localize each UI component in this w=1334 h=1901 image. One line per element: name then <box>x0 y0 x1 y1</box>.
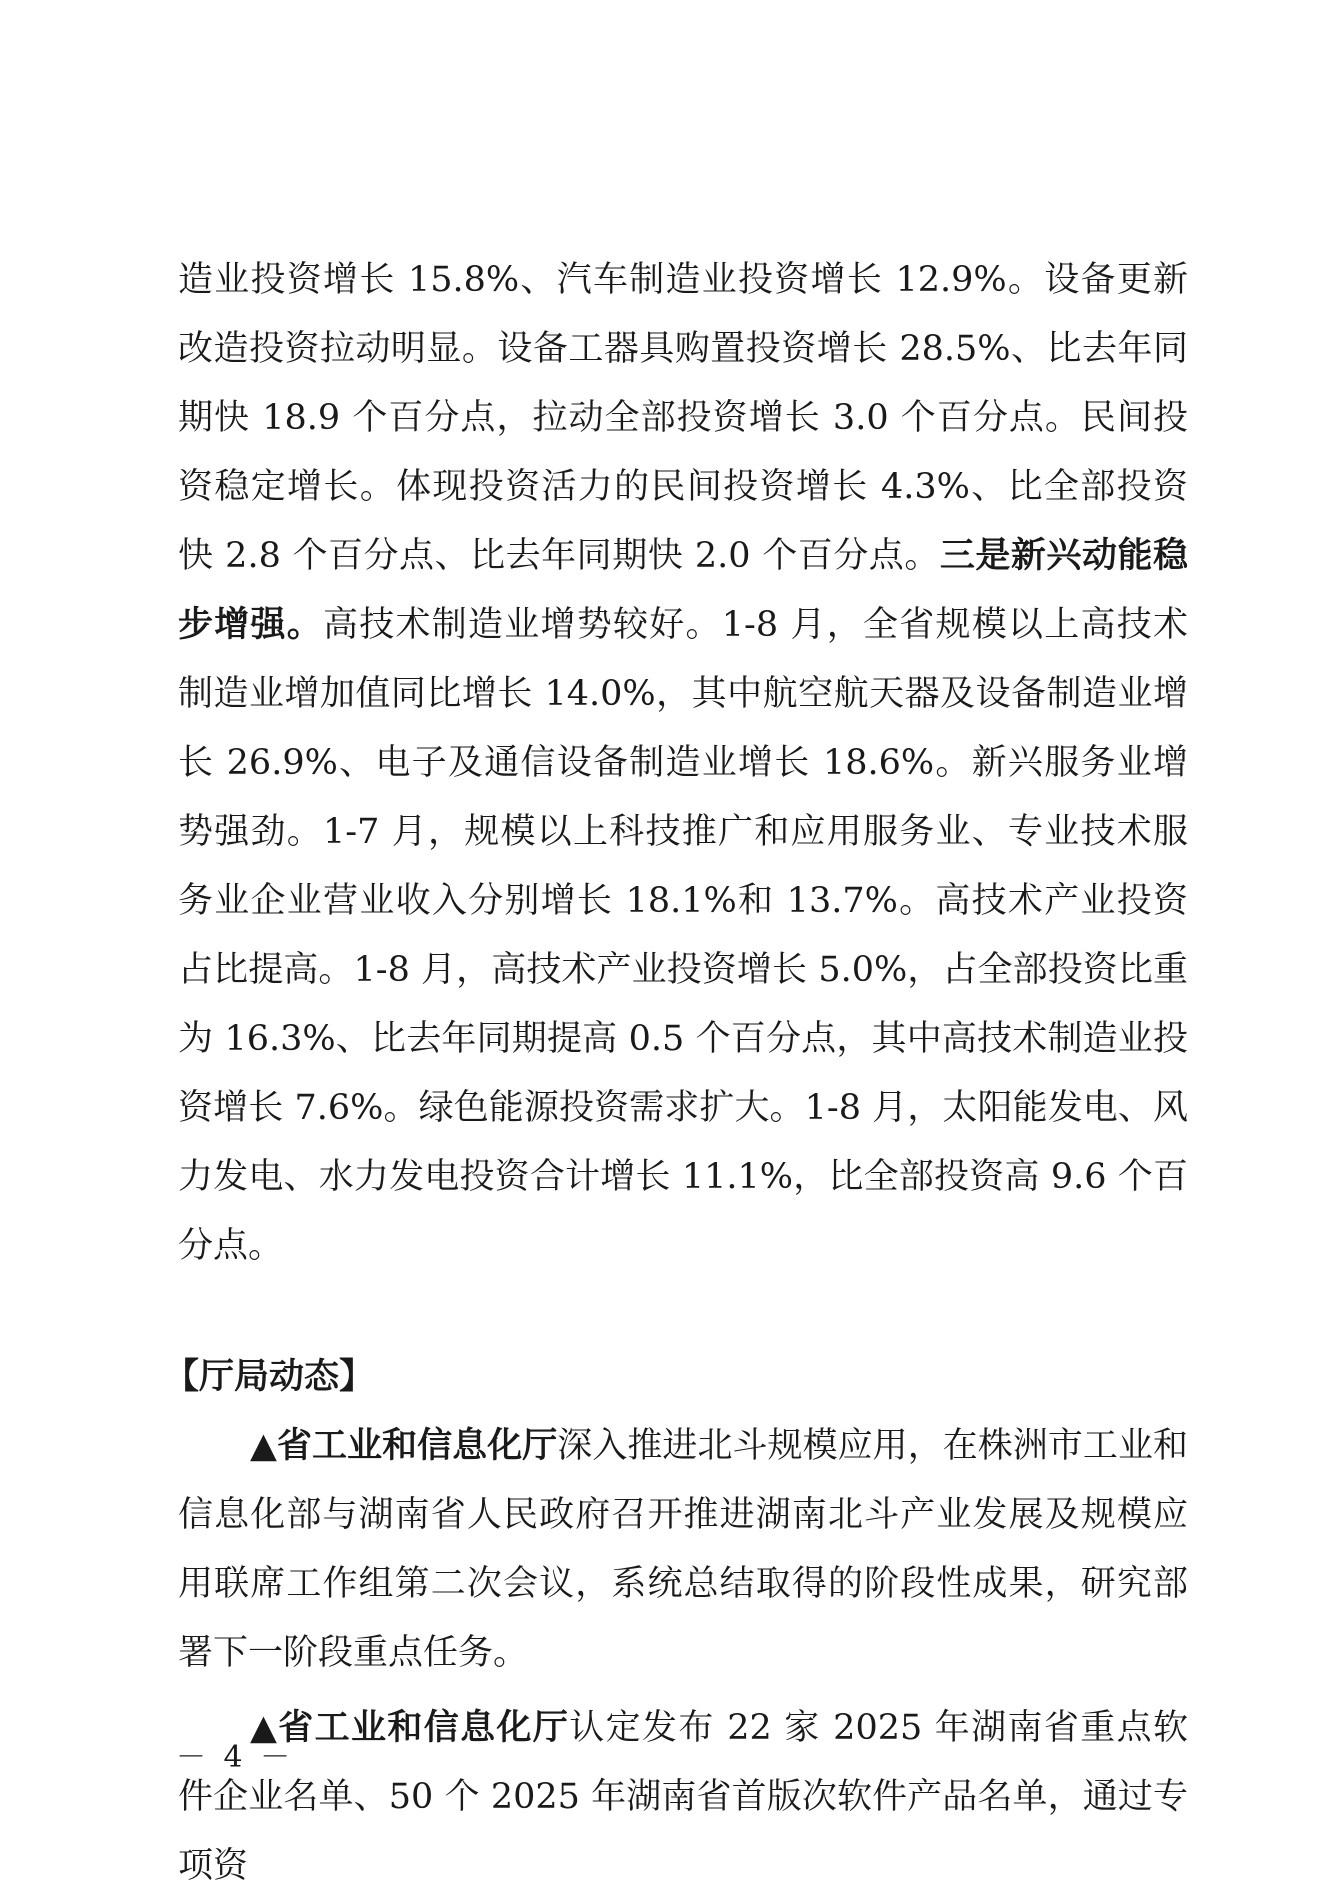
document-body <box>164 246 1188 1901</box>
paragraph-text: 造业投资增长 15.8%、汽车制造业投资增长 12.9%。设备更新改造投资拉动明显。设备工器具购置投资增长 28.5%、比去年同期快 18.9 个百分点，拉动全部投资增长 3.0 个百分点。民间投资稳定增长。体现投资活力的民间投资增长 4.3%、比全部投资快 2.8 个百分点、比去年同期快 2.0 个百分点。 <box>178 260 1188 576</box>
news-item-text: 认定发布 22 家 2025 年湖南省重点软件企业名单、50 个 2025 年湖南省首版次软件产品名单，通过专项资 <box>178 1708 1188 1886</box>
news-item-lead: ▲省工业和信息化厅 <box>250 1426 558 1466</box>
paragraph-text: 高技术制造业增势较好。1-8 月，全省规模以上高技术制造业增加值同比增长 14.0%，其中航空航天器及设备制造业增长 26.9%、电子及通信设备制造业增长 18.6%。新兴服务业增势强劲。1-7 月，规模以上科技推广和应用服务业、专业技术服务业企业营业收入分别增长 18.1%和 13.7%。高技术产业投资占比提高。1-8 月，高技术产业投资增长 5.0%，占全部投资比重为 16.3%、比去年同期提高 0.5 个百分点，其中高技术制造业投资增长 7.6%。绿色能源投资需求扩大。1-8 月，太阳能发电、风力发电、水力发电投资合计增长 11.1%，比全部投资高 9.6 个百分点。 <box>178 605 1188 1266</box>
news-item-1 <box>178 1412 1188 1688</box>
bold-heading-new-momentum: 三是新兴动能稳步增强。 <box>178 536 1188 645</box>
news-item-lead: ▲省工业和信息化厅 <box>250 1708 570 1748</box>
news-item-2 <box>178 1694 1188 1901</box>
news-item-text: 深入推进北斗规模应用，在株洲市工业和信息化部与湖南省人民政府召开推进湖南北斗产业发展及规模应用联席工作组第二次会议，系统总结取得的阶段性成果，研究部署下一阶段重点任务。 <box>178 1426 1188 1673</box>
paragraph-investment <box>178 246 1188 1281</box>
page-number: － 4 － <box>176 1740 295 1775</box>
section-title: 【厅局动态】 <box>164 1357 375 1397</box>
